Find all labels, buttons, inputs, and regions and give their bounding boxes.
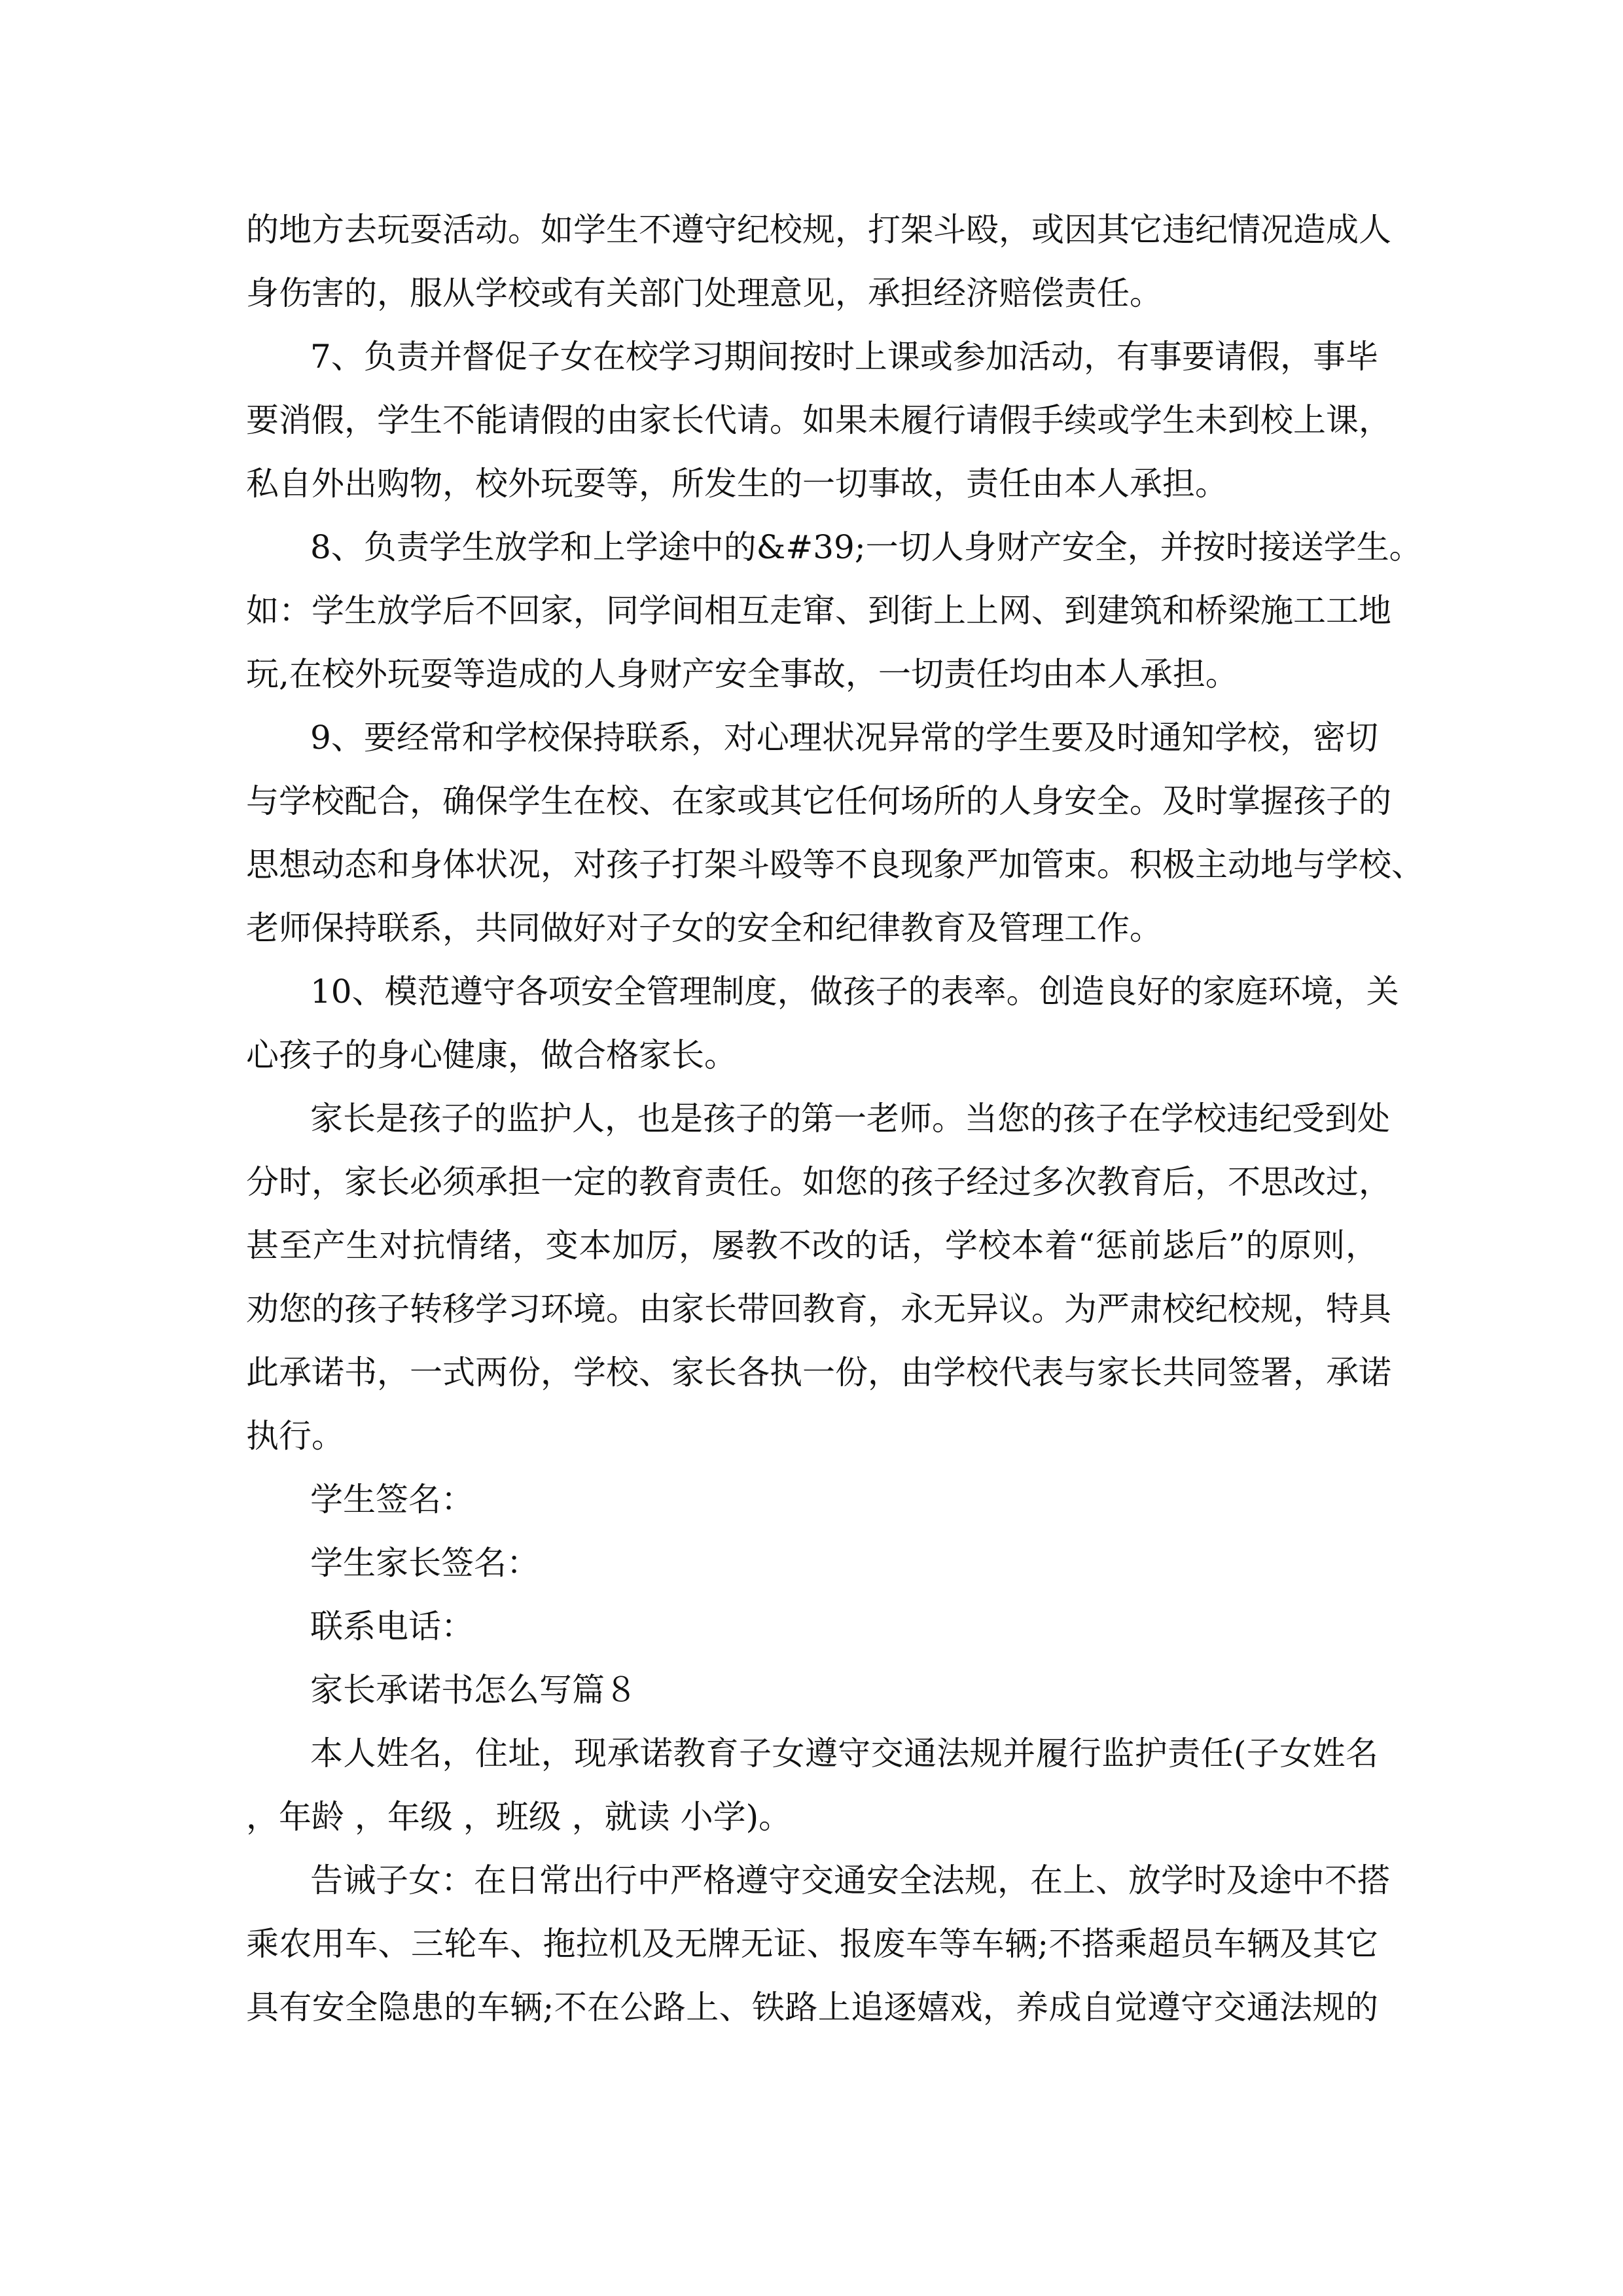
text-line: 思想动态和身体状况，对孩子打架斗殴等不良现象严加管束。积极主动地与学校、	[246, 846, 1424, 884]
text-line: 告诫子女：在日常出行中严格遵守交通安全法规，在上、放学时及途中不搭	[310, 1861, 1390, 1899]
text-line: 的地方去玩耍活动。如学生不遵守纪校规，打架斗殴，或因其它违纪情况造成人	[246, 211, 1391, 249]
text-line: 联系电话：	[310, 1607, 474, 1645]
text-line: 7、负责并督促子女在校学习期间按时上课或参加活动，有事要请假，事毕	[310, 338, 1378, 376]
text-line: 如：学生放学后不回家，同学间相互走窜、到街上上网、到建筑和桥梁施工工地	[246, 592, 1391, 630]
text-line: 心孩子的身心健康，做合格家长。	[246, 1036, 737, 1074]
text-line: 要消假，学生不能请假的由家长代请。如果未履行请假手续或学生未到校上课，	[246, 401, 1391, 439]
text-line: 8、负责学生放学和上学途中的&#39;一切人身财产安全，并按时接送学生。	[310, 528, 1422, 566]
text-line: 学生家长签名：	[310, 1544, 539, 1582]
text-line: 老师保持联系，共同做好对子女的安全和纪律教育及管理工作。	[246, 909, 1162, 947]
text-line: 乘农用车、三轮车、拖拉机及无牌无证、报废车等车辆;不搭乘超员车辆及其它	[246, 1925, 1378, 1963]
text-line: 身伤害的，服从学校或有关部门处理意见，承担经济赔偿责任。	[246, 274, 1162, 312]
text-line: 劝您的孩子转移学习环境。由家长带回教育，永无异议。为严肃校纪校规，特具	[246, 1290, 1391, 1328]
text-line: 此承诺书，一式两份，学校、家长各执一份，由学校代表与家长共同签署，承诺	[246, 1354, 1391, 1391]
text-line: 家长承诺书怎么写篇８	[310, 1671, 637, 1709]
text-line: 玩,在校外玩耍等造成的人身财产安全事故，一切责任均由本人承担。	[246, 655, 1238, 693]
text-line: 甚至产生对抗情绪，变本加厉，屡教不改的话，学校本着“惩前毖后”的原则，	[246, 1227, 1378, 1265]
text-line: 学生签名：	[310, 1480, 474, 1518]
text-line: 10、模范遵守各项安全管理制度，做孩子的表率。创造良好的家庭环境，关	[310, 973, 1399, 1011]
text-line: 家长是孩子的监护人，也是孩子的第一老师。当您的孩子在学校违纪受到处	[310, 1100, 1390, 1138]
text-line: 分时，家长必须承担一定的教育责任。如您的孩子经过多次教育后，不思改过，	[246, 1163, 1391, 1201]
text-line: 具有安全隐患的车辆;不在公路上、铁路上追逐嬉戏，养成自觉遵守交通法规的	[246, 1988, 1378, 2026]
text-line: 与学校配合，确保学生在校、在家或其它任何场所的人身安全。及时掌握孩子的	[246, 782, 1391, 820]
text-line: 私自外出购物，校外玩耍等，所发生的一切事故，责任由本人承担。	[246, 465, 1228, 503]
document-body	[246, 198, 1424, 2039]
text-line: 9、要经常和学校保持联系，对心理状况异常的学生要及时通知学校，密切	[310, 719, 1378, 757]
text-line: 本人姓名，住址，现承诺教育子女遵守交通法规并履行监护责任(子女姓名	[310, 1734, 1378, 1772]
text-line: 执行。	[246, 1417, 344, 1455]
text-line: ，年龄 ，年级 ，班级 ，就读 小学)。	[246, 1798, 792, 1836]
